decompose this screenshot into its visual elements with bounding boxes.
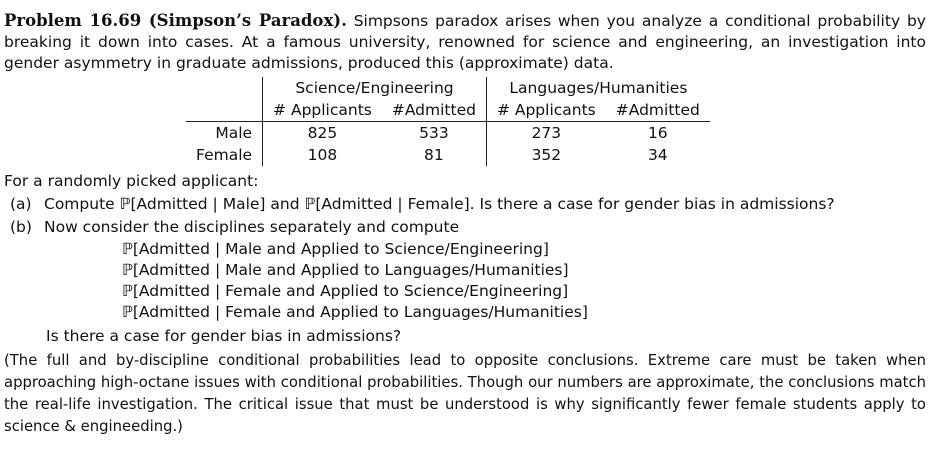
problem-title: Problem 16.69 (Simpson’s Paradox). bbox=[4, 11, 347, 30]
problem-intro bbox=[4, 10, 926, 74]
part-a bbox=[10, 193, 926, 216]
table-cell: 273 bbox=[486, 122, 605, 145]
col-header-lh-admitted: #Admitted bbox=[606, 99, 710, 122]
col-header-lh-applicants: # Applicants bbox=[486, 99, 605, 122]
col-header-se-admitted: #Admitted bbox=[382, 99, 487, 122]
part-a-text: Compute ℙ[Admitted | Male] and ℙ[Admitted | Female]. Is there a case for gender bias in admissions? bbox=[44, 195, 835, 213]
closing-note: (The full and by-discipline conditional probabilities lead to opposite conclusions. Extreme care must be taken when approaching high-octane issues with conditional probabilities. Though our numbers are approximate, the conclusions match the real-life investigation. The critical issue that must be understood is why significantly fewer female students apply to science & engineeding.) bbox=[4, 352, 926, 435]
table-group-header-row bbox=[186, 77, 710, 99]
part-b-label: (b) bbox=[10, 218, 32, 236]
problem-intro-text: Simpsons paradox arises when you analyze a conditional probability by breaking it down into cases. At a famous university, renowned for science and engineering, an investigation into gender asymmetry in graduate admissions, produced this (approximate) data. bbox=[4, 12, 926, 72]
row-label-female: Female bbox=[196, 146, 253, 164]
table-cell: 81 bbox=[424, 146, 444, 164]
table-cell: 16 bbox=[647, 124, 668, 142]
admissions-table bbox=[186, 77, 710, 166]
part-a-label: (a) bbox=[10, 195, 32, 213]
formula-item: ℙ[Admitted | Male and Applied to Languages/Humanities] bbox=[122, 261, 569, 279]
part-b-question: Is there a case for gender bias in admissions? bbox=[46, 327, 402, 345]
formula-item: ℙ[Admitted | Female and Applied to Languages/Humanities] bbox=[122, 303, 588, 321]
table-cell: 352 bbox=[486, 144, 605, 166]
group-header-science: Science/Engineering bbox=[263, 77, 487, 99]
table-cell: 825 bbox=[263, 122, 382, 145]
lead-text: For a randomly picked applicant: bbox=[4, 172, 259, 190]
table-cell: 34 bbox=[647, 146, 668, 164]
formula-item: ℙ[Admitted | Female and Applied to Science/Engineering] bbox=[122, 282, 569, 300]
group-header-languages: Languages/Humanities bbox=[486, 77, 709, 99]
table-cell: 108 bbox=[263, 144, 382, 166]
part-b-text: Now consider the disciplines separately and compute bbox=[44, 218, 460, 236]
table-row bbox=[186, 144, 710, 166]
part-b bbox=[10, 216, 926, 239]
formula-item: ℙ[Admitted | Male and Applied to Science/Engineering] bbox=[122, 240, 549, 258]
table-column-header-row bbox=[186, 99, 710, 122]
formula-list bbox=[122, 239, 926, 323]
col-header-se-applicants: # Applicants bbox=[263, 99, 382, 122]
table-row bbox=[186, 122, 710, 145]
problem-page bbox=[4, 0, 926, 453]
questions-section bbox=[4, 170, 926, 348]
table-cell: 533 bbox=[419, 124, 449, 142]
row-label-male: Male bbox=[215, 124, 253, 142]
